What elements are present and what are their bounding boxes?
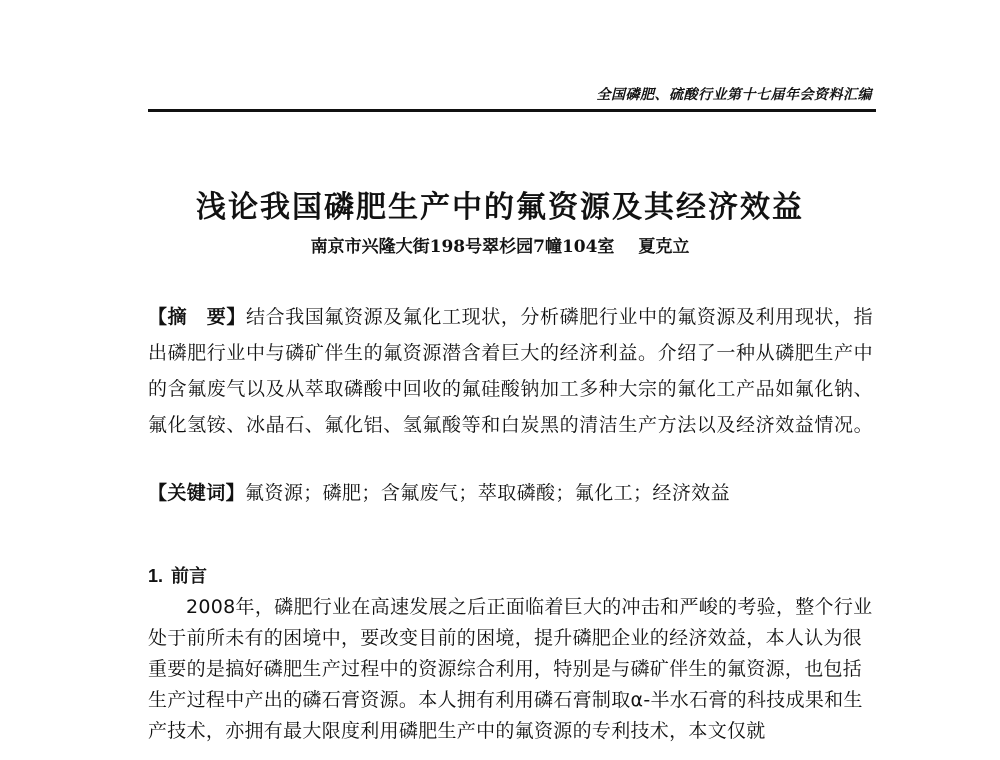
section-title: 前言 <box>171 566 208 586</box>
keywords-label: 【关键词】 <box>148 482 246 504</box>
keywords-paragraph <box>148 478 878 508</box>
running-header: 全国磷肥、硫酸行业第十七届年会资料汇编 <box>596 87 872 103</box>
abstract-paragraph <box>148 299 878 443</box>
section-heading <box>148 562 207 588</box>
paper-title: 浅论我国磷肥生产中的氟资源及其经济效益 <box>196 190 804 225</box>
author-name: 夏克立 <box>638 237 690 257</box>
abstract <box>148 299 878 443</box>
abstract-text: 结合我国氟资源及氟化工现状，分析磷肥行业中的氟资源及利用现状，指出磷肥行业中与磷矿伴生的氟资源潜含着巨大的经济利益。介绍了一种从磷肥生产中的含氟废气以及从萃取磷酸中回收的氟硅酸钠加工多种大宗的氟化工产品如氟化钠、氟化氢铵、冰晶石、氟化铝、氢氟酸等和白炭黑的清洁生产方法以及经济效益情况。 <box>148 306 874 436</box>
keywords <box>148 478 878 508</box>
section-number: 1. <box>148 566 164 586</box>
body-paragraph: 2008年，磷肥行业在高速发展之后正面临着巨大的冲击和严峻的考验，整个行业处于前所未有的困境中，要改变目前的困境，提升磷肥企业的经济效益，本人认为很重要的是搞好磷肥生产过程中的资源综合利用，特别是与磷矿伴生的氟资源，也包括生产过程中产出的磷石膏资源。本人拥有利用磷石膏制取α-半水石膏的科技成果和生产技术，亦拥有最大限度利用磷肥生产中的氟资源的专利技术，本文仅就 <box>148 596 873 742</box>
author-affiliation: 南京市兴隆大街198号翠杉园7幢104室 <box>310 237 615 257</box>
abstract-label: 【摘 要】 <box>148 306 247 328</box>
keywords-text: 氟资源；磷肥；含氟废气；萃取磷酸；氟化工；经济效益 <box>245 482 731 504</box>
header-rule <box>148 109 876 112</box>
author-line <box>0 232 1000 257</box>
